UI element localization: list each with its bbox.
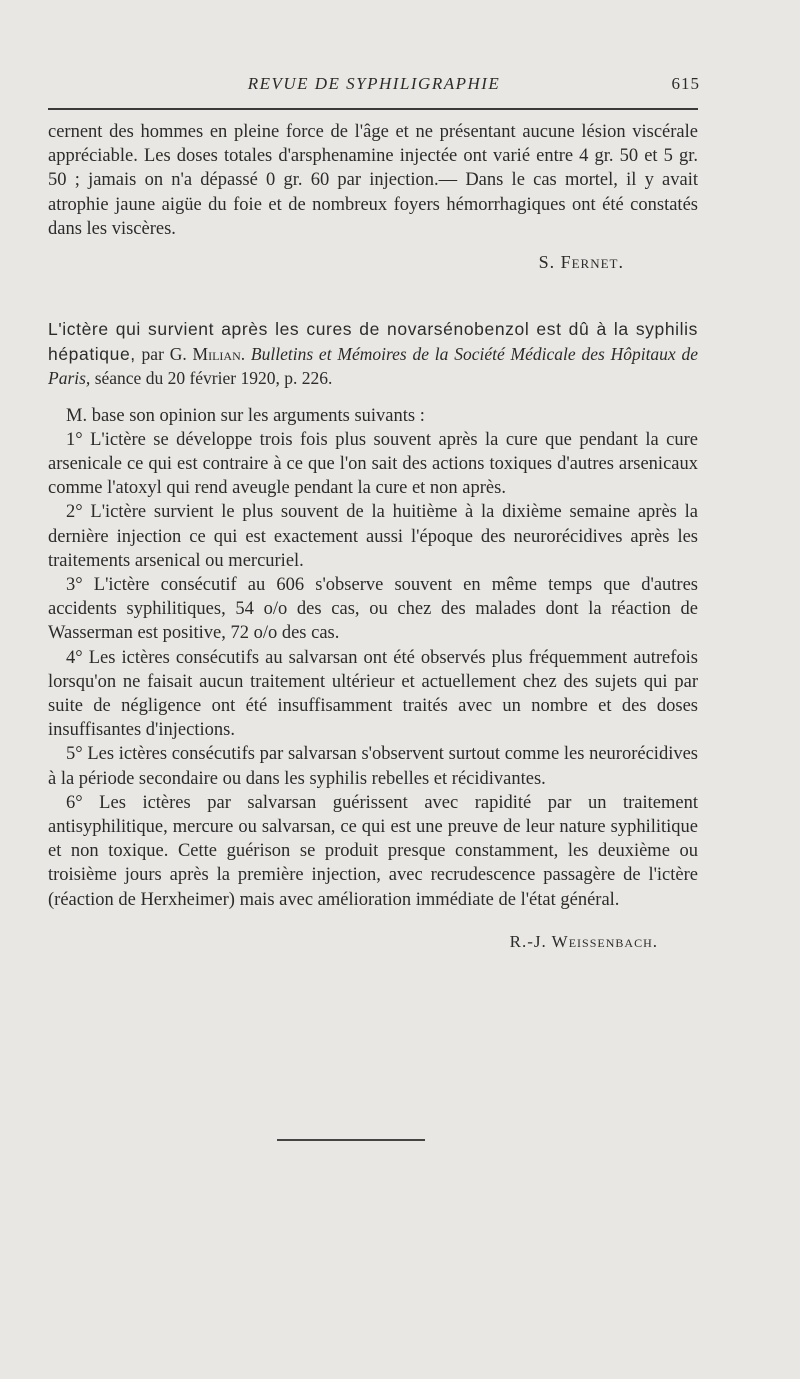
page-body	[48, 120, 698, 954]
previous-review-signature: S. Fernet.	[538, 252, 624, 273]
closing-rule	[277, 1139, 425, 1141]
previous-review-text: cernent des hommes en pleine force de l'âge et ne présentant aucune lésion viscérale appréciable. Les doses totales d'arsphenamine injectée ont varié entre 4 gr. 50 et 5 gr. 50 ; jamais on n'a dépassé 0 gr. 60 par injection.— Dans le cas mortel, il y avait atrophie jaune aigüe du foie et de nombreux foyers hémorrhagiques ont été constatés dans les viscères.	[48, 122, 698, 239]
intro-paragraph: M. base son opinion sur les arguments suivants :	[66, 405, 425, 426]
argument-3: 3° L'ictère consécutif au 606 s'observe souvent en même temps que d'autres accidents syphilitiques, 54 o/o des cas, ou chez des malades dont la réaction de Wasserman est positive, 72 o/o des cas.	[48, 574, 698, 644]
author-prefix: par G.	[135, 343, 193, 364]
article-signature: R.-J. Weissenbach.	[509, 931, 658, 951]
page-number: 615	[671, 74, 700, 93]
author-name: Milian	[192, 343, 241, 364]
source-title: Bulletins et Mémoires de la Société Médicale des Hôpitaux de Paris,	[48, 343, 699, 389]
argument-1: 1° L'ictère se développe trois fois plus souvent après la cure que pendant la cure arsenicale ce qui est contraire à ce que l'on sait des actions toxiques d'autres arsenicaux comme l'atoxyl qui rend aveugle pendant la cure et non après.	[48, 429, 698, 499]
argument-2: 2° L'ictère survient le plus souvent de la huitième à la dixième semaine après la dernière injection ce qui est exactement aussi l'époque des neurorécidives après les traitements arsenical ou mercuriel.	[48, 502, 698, 571]
header-rule	[48, 108, 698, 110]
session-info: séance du 20 février 1920, p. 226.	[90, 368, 333, 389]
running-title: REVUE DE SYPHILIGRAPHIE	[247, 74, 501, 93]
author-suffix: .	[240, 343, 251, 364]
article-heading	[48, 318, 698, 392]
argument-4: 4° Les ictères consécutifs au salvarsan ont été observés plus fréquemment autrefois lorsqu'on ne faisait aucun traitement ultérieur et actuellement chez des sujets qui par suite de négligence ont été insuffisamment traités avec un nombre et des doses insuffisantes d'injections.	[48, 647, 698, 741]
argument-6: 6° Les ictères par salvarsan guérissent avec rapidité par un traitement antisyphilitique, mercure ou salvarsan, ce qui est une preuve de leur nature syphilitique et non toxique. Cette guérison se produit presque constamment, les deuxième ou troisième jours après la première injection, avec recrudescence passagère de l'ictère (réaction de Herxheimer) mais avec amélioration immédiate de l'état général.	[48, 792, 698, 910]
running-head	[48, 74, 700, 104]
article-title: L'ictère qui survient après les cures de novarsénobenzol est dû à la syphilis hépatique,	[48, 319, 698, 364]
argument-5: 5° Les ictères consécutifs par salvarsan s'observent surtout comme les neurorécidives à la période secondaire ou dans les syphilis rebelles et récidivantes.	[48, 744, 698, 789]
